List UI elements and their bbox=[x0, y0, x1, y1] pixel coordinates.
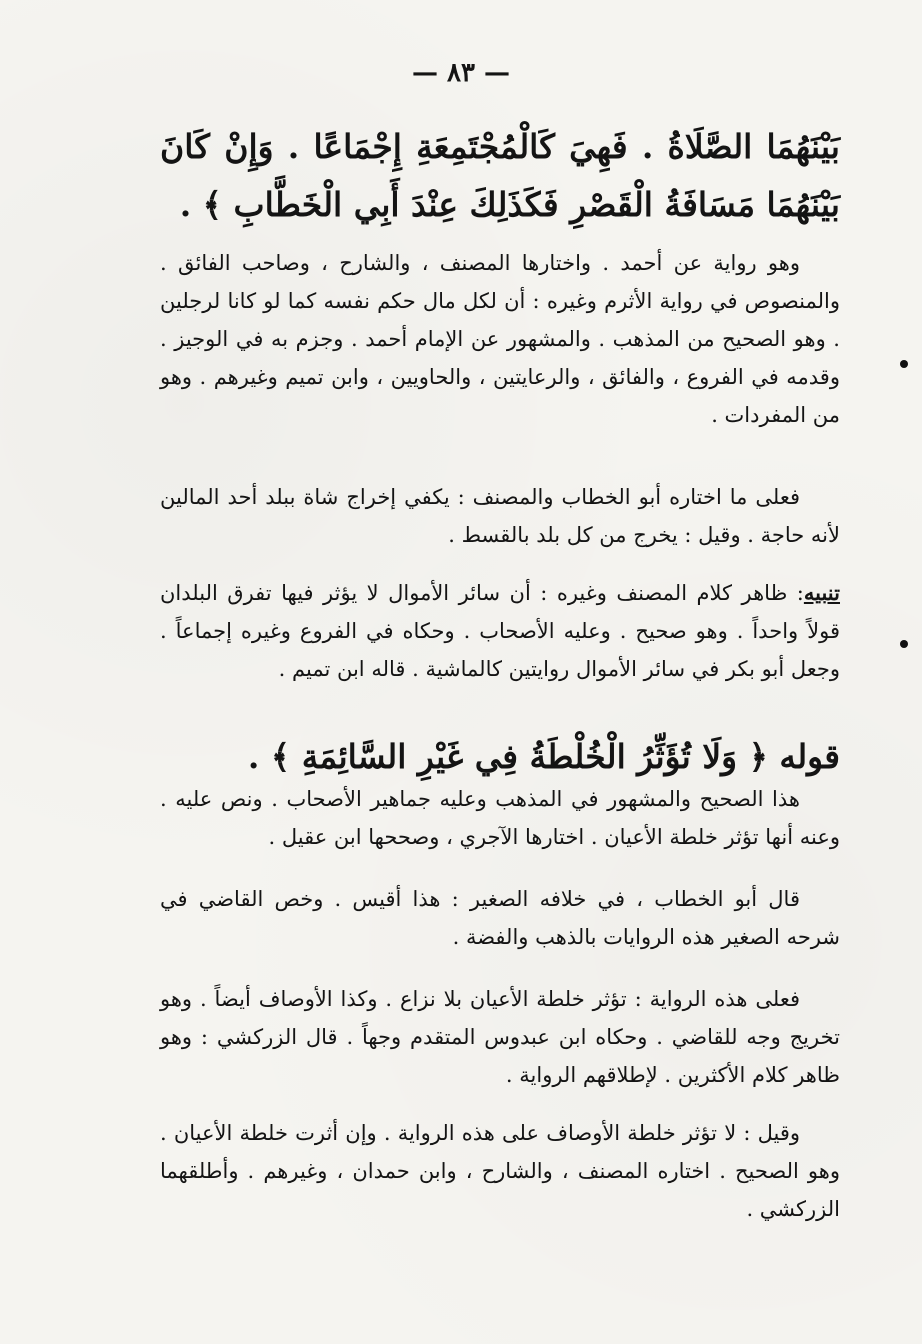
page-number: — ٨٣ — bbox=[411, 58, 511, 88]
paragraph-3 bbox=[160, 574, 840, 688]
paragraph-3-text: : ظاهر كلام المصنف وغيره : أن سائر الأموال لا يؤثر فيها تفرق البلدان قولاً واحداً . وهو صحيح . وعليه الأصحاب . وحكاه في الفروع وغيره إجماعاً . وجعل أبو بكر في سائر الأموال روايتين كالماشية . قاله ابن تميم . bbox=[160, 581, 840, 681]
quoted-matn-2: قوله ﴿ وَلَا تُؤَثِّرُ الْخُلْطَةُ فِي غَيْرِ السَّائِمَةِ ﴾ . bbox=[247, 737, 840, 776]
quoted-matn-1: بَيْنَهُمَا الصَّلَاةُ . فَهِيَ كَالْمُجْتَمِعَةِ إِجْمَاعًا . وَإِنْ كَانَ بَيْنَهُمَا مَسَافَةُ الْقَصْرِ فَكَذَلِكَ عِنْدَ أَبِي الْخَطَّابِ ﴾ . bbox=[160, 127, 840, 224]
paragraph-1: وهو رواية عن أحمد . واختارها المصنف ، والشارح ، وصاحب الفائق . والمنصوص في رواية الأثرم وغيره : أن لكل مال حكم نفسه كما لو كانا لرجلين . وهو الصحيح من المذهب . والمشهور عن الإمام أحمد . وجزم به في الوجيز . وقدمه في الفروع ، والفائق ، والرعايتين ، والحاويين ، وابن تميم وغيرهم . وهو من المفردات . bbox=[160, 251, 840, 427]
margin-mark bbox=[900, 640, 908, 648]
margin-mark bbox=[900, 360, 908, 368]
paragraph-4: هذا الصحيح والمشهور في المذهب وعليه جماهير الأصحاب . ونص عليه . وعنه أنها تؤثر خلطة الأعيان . اختارها الآجري ، وصححها ابن عقيل . bbox=[160, 787, 840, 849]
paragraph-6: فعلى هذه الرواية : تؤثر خلطة الأعيان بلا نزاع . وكذا الأوصاف أيضاً . وهو تخريج وجه للقاضي . وحكاه ابن عبدوس المتقدم وجهاً . قال الزركشي : وهو ظاهر كلام الأكثرين . لإطلاقهم الرواية . bbox=[160, 987, 840, 1087]
tanbih-label: تنبيه bbox=[803, 580, 840, 605]
paragraph-7: وقيل : لا تؤثر خلطة الأوصاف على هذه الرواية . وإن أثرت خلطة الأعيان . وهو الصحيح . اختاره المصنف ، والشارح ، وابن حمدان ، وغيرهم . وأطلقهما الزركشي . bbox=[160, 1121, 840, 1221]
paragraph-2: فعلى ما اختاره أبو الخطاب والمصنف : يكفي إخراج شاة ببلد أحد المالين لأنه حاجة . وقيل : يخرج من كل بلد بالقسط . bbox=[160, 485, 840, 547]
paragraph-5: قال أبو الخطاب ، في خلافه الصغير : هذا أقيس . وخص القاضي في شرحه الصغير هذه الروايات بالذهب والفضة . bbox=[160, 887, 840, 949]
